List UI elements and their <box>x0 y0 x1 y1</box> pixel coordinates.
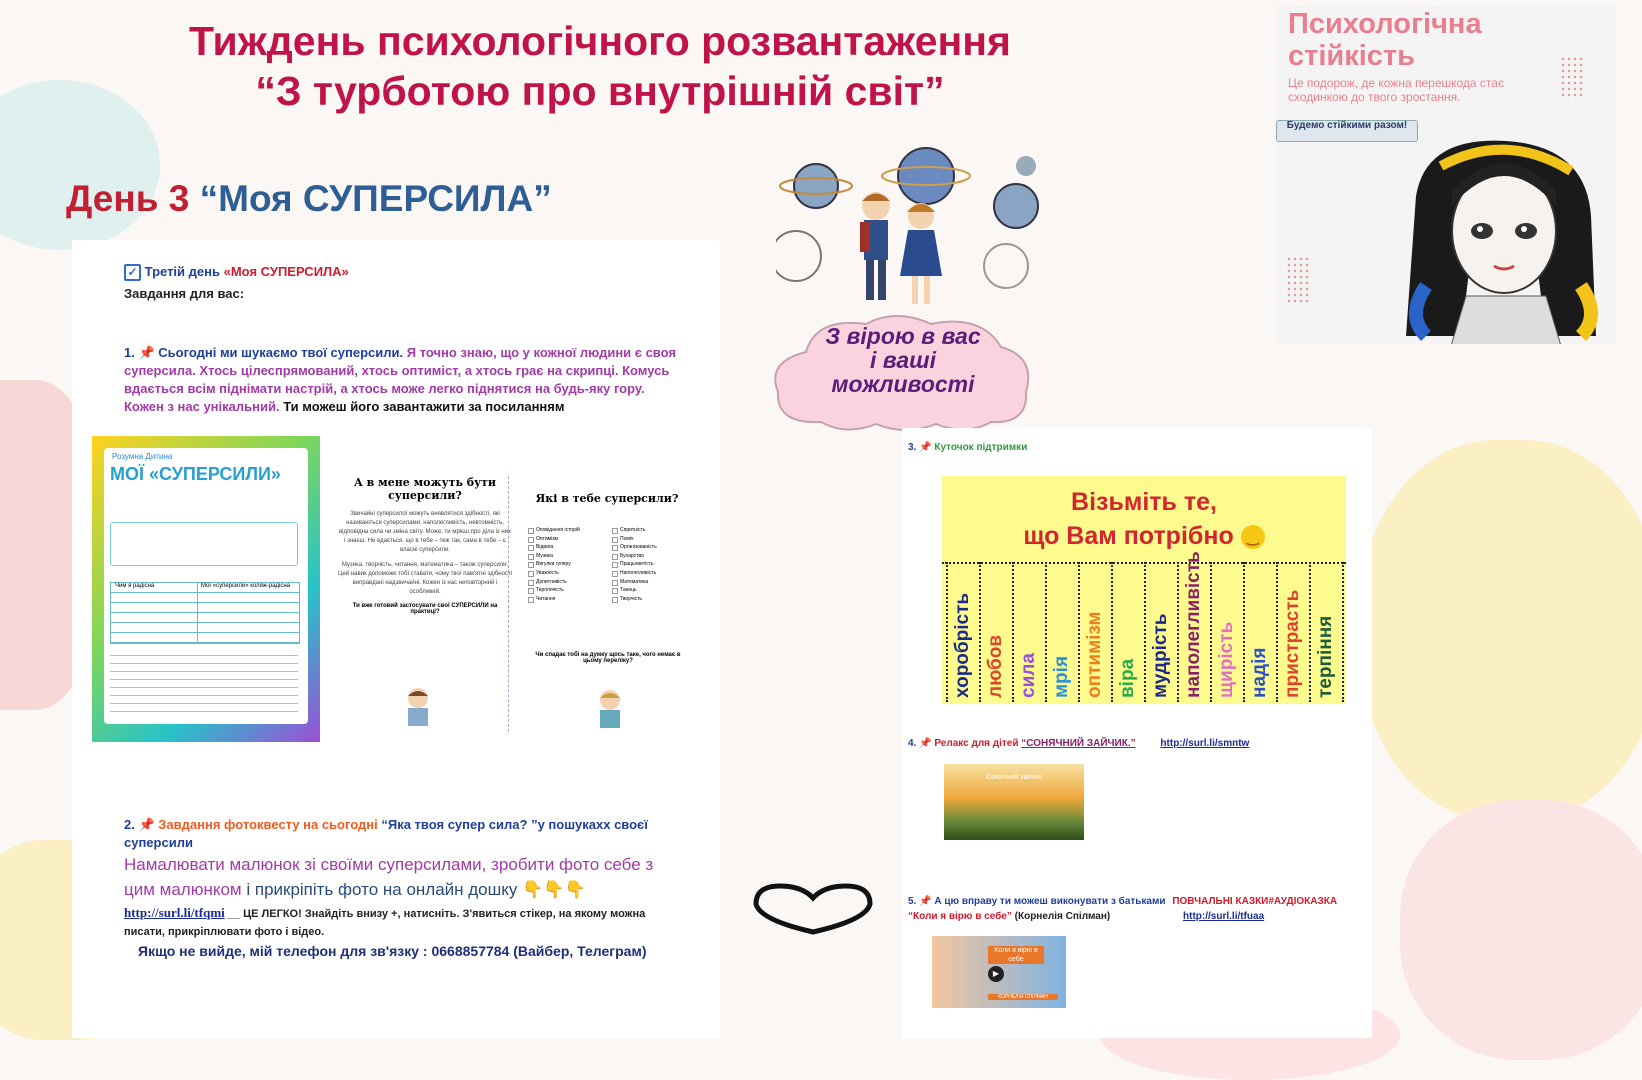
tasks-panel-left <box>72 240 720 1038</box>
support-word[interactable]: мудрість <box>1150 613 1171 698</box>
kids-illustration <box>776 146 1046 316</box>
checklist-item[interactable]: Уважність <box>528 569 580 578</box>
title-line-2: “З турботою про внутрішній світ” <box>255 68 945 114</box>
child-illustration <box>388 686 448 736</box>
task2-instruction: Намалювати малюнок зі своїми суперсилами, зробити фото себе з цим малюнком і прикріпіть фото на онлайн дошку 👇👇👇 <box>124 855 654 899</box>
checkbox-icon[interactable] <box>612 545 618 551</box>
pin-icon: 📌 <box>919 738 932 749</box>
dotted-cut-line <box>1243 562 1245 702</box>
checklist-item[interactable]: Працьовитість <box>612 560 657 569</box>
resilience-poster <box>1276 6 1616 344</box>
dot-pattern <box>1286 256 1312 306</box>
tasks-panel-right <box>902 428 1372 1038</box>
support-word[interactable]: оптимізм <box>1084 611 1105 698</box>
checkbox-icon[interactable] <box>612 537 618 543</box>
worksheet-box <box>110 522 298 566</box>
task2-heading: 2. 📌 Завдання фотоквесту на сьогодні “Яка твоя супер сила? ”у пошукахх своєї суперсили <box>124 817 648 850</box>
task2-link[interactable]: http://surl.li/tfqmi <box>124 905 225 920</box>
checkbox-icon[interactable] <box>528 588 534 594</box>
support-word[interactable]: любов <box>985 634 1006 698</box>
dotted-cut-line <box>1144 562 1146 702</box>
task1-text: 1. 📌 Сьогодні ми шукаємо твої суперсили. Я точно знаю, що у кожної людини є своя суперсила. Хтось цілеспрямований, хтось оптиміст, а хтось грає на скрипці. Комусь вдається всім піднімати настрій, а хтось може легко піднятися на будь-яку гору. Кожен з нас унікальний. Ти можеш його завантажити за посиланням <box>124 345 676 414</box>
checkbox-icon[interactable] <box>528 528 534 534</box>
checkbox-icon[interactable] <box>528 554 534 560</box>
poster-title: Психологічна стійкість <box>1288 8 1482 72</box>
support-word[interactable]: пристрасть <box>1282 589 1303 698</box>
day-heading <box>66 178 552 220</box>
day-label: День 3 <box>66 178 190 219</box>
dotted-cut-line <box>1342 562 1344 702</box>
support-word[interactable]: віра <box>1117 658 1138 698</box>
checkbox-icon[interactable] <box>528 597 534 603</box>
poster-text: Це подорож, де кожна перешкода стає сходинкою до твого зростання. <box>1288 76 1505 104</box>
support-word[interactable]: наполегливість <box>1183 551 1204 698</box>
checklist-item[interactable]: Допитливість <box>528 578 580 587</box>
checklist-item[interactable]: Читання <box>528 595 580 604</box>
pin-icon: 📌 <box>138 345 155 360</box>
checkbox-icon[interactable] <box>612 597 618 603</box>
task4-video-thumbnail[interactable]: Сонячний зайчик <box>944 764 1084 840</box>
dotted-cut-line <box>1045 562 1047 702</box>
child-illustration <box>590 688 630 738</box>
worksheet-page-2: А в мене можуть бути суперсили? Звичайні суперсилої можуть виявлятися здібності, які називаються суперсилами: наполегливість, невтомність, відповідна сила чи зміна світу. Може, ти мрієш про діла із них і знаєш. Не вдається, що в тебе – теж так, сама в тебе – є власні суперсили. Музика, творчість, читання, математика – також суперсили. Цей навик допоможе тобі ставати, чому твої пам'ятні здібності виправдані надзвичайні. Кожен із нас неповторний і особливий. Ти вже готовий застосувати свої СУПЕРСИЛИ на практиці? <box>338 476 512 742</box>
checklist-item[interactable]: Музика <box>528 552 580 561</box>
support-word[interactable]: терпіння <box>1315 615 1336 698</box>
title-line-1: Тиждень психологічного розвантаження <box>189 18 1011 64</box>
checklist-item[interactable]: Бухарство <box>612 552 657 561</box>
pin-icon: 📌 <box>919 896 932 907</box>
dotted-cut-line <box>1276 562 1278 702</box>
task5-link[interactable]: http://surl.li/tfuaa <box>1183 911 1265 922</box>
worksheet-image <box>92 436 696 742</box>
dotted-cut-line <box>1210 562 1212 702</box>
dotted-cut-line <box>1177 562 1179 702</box>
task4-link[interactable]: http://surl.li/smntw <box>1160 738 1250 749</box>
checklist-item[interactable]: Танець <box>612 586 657 595</box>
checkbox-icon: ✓ <box>124 264 141 281</box>
dotted-cut-line <box>946 562 948 702</box>
task2-easy: http://surl.li/tfqmi __ ЦЕ ЛЕГКО! Знайдіть внизу +, натисніть. З'явиться стікер, на якому можна писати, прикріплювати фото і відео. <box>124 905 646 938</box>
support-banner <box>942 476 1346 704</box>
support-word[interactable]: хоробрість <box>952 592 973 698</box>
checklist-item[interactable]: Відвага <box>528 543 580 552</box>
checkbox-icon[interactable] <box>612 580 618 586</box>
checklist-item[interactable]: Терплячість <box>528 586 580 595</box>
worksheet-brand: Розумна Дитина <box>112 452 173 461</box>
checklist-item[interactable]: Творчість <box>612 595 657 604</box>
background-blob <box>1400 800 1642 1060</box>
checklist-left <box>528 526 580 603</box>
checkbox-icon[interactable] <box>612 571 618 577</box>
task-header-prefix: Третій день <box>144 264 220 279</box>
dotted-cut-line <box>1012 562 1014 702</box>
task4-heading: 4. 📌 Релакс для дітей “СОНЯЧНИЙ ЗАЙЧИК.” http://surl.li/smntw <box>908 738 1250 749</box>
pointing-down-icon: 👇👇👇 <box>522 880 586 899</box>
smile-icon: ‿ <box>1241 525 1265 549</box>
checklist-item[interactable]: Оптимізм <box>528 535 580 544</box>
checkbox-icon[interactable] <box>612 554 618 560</box>
worksheet-page-3: Які в тебе суперсили? Оповідання історій Оптимізм Відвага Музика Вигулки гуляру Уважність Допитливість Терплячість Читання Спритність Поміч Організованість Бухарство Працьовитість Наполегливість Математика Танець Творчість Чи спадає тобі на думку щось таке, чого немає в цьому переліку? <box>520 492 694 742</box>
task-header <box>124 264 349 281</box>
checkbox-icon[interactable] <box>528 562 534 568</box>
checklist-item[interactable]: Поміч <box>612 535 657 544</box>
checklist-item[interactable]: Організованість <box>612 543 657 552</box>
poster-button: Будемо стійкими разом! <box>1276 120 1418 142</box>
checkbox-icon[interactable] <box>528 571 534 577</box>
banner-line-1: Візьміть те, <box>1071 488 1217 516</box>
dotted-cut-line <box>1309 562 1311 702</box>
worksheet-title: МОЇ «СУПЕРСИЛИ» <box>110 464 281 484</box>
worksheet-inner <box>104 448 308 724</box>
checklist-right <box>612 526 657 603</box>
dotted-cut-line <box>1111 562 1113 702</box>
play-icon[interactable]: ▶ <box>988 966 1004 982</box>
checkbox-icon[interactable] <box>612 562 618 568</box>
support-word[interactable]: мрія <box>1051 655 1072 698</box>
dot-pattern <box>1560 56 1586 100</box>
task5-video-thumbnail[interactable]: Коли я вірю в себе ▶ КОРНЕЛІЯ СПІЛМАН <box>932 936 1066 1008</box>
dotted-cut-line <box>942 562 1346 564</box>
pin-icon: 📌 <box>138 817 155 832</box>
checklist-item[interactable]: Спритність <box>612 526 657 535</box>
checklist-item[interactable]: Оповідання історій <box>528 526 580 535</box>
task-header-name: «Моя СУПЕРСИЛА» <box>223 264 349 279</box>
worksheet-cover <box>92 436 320 742</box>
support-word[interactable]: сила <box>1018 653 1039 698</box>
task2-phone: Якщо не вийде, мій телефон для зв'язку : 0668857784 (Вайбер, Телеграм) <box>138 943 647 959</box>
checklist-item[interactable]: Математика <box>612 578 657 587</box>
task5-heading: 5. 📌 А цю вправу ти можеш виконувати з батьками ПОВЧАЛЬНІ КАЗКИ#АУДІОКАЗКА “Коли я вірю в себе” (Корнелія Спілман) http://surl.li/tfuaa <box>908 896 1338 922</box>
cloud-text: З вірою в вас і ваші можливості <box>825 323 981 397</box>
page-title <box>120 16 1080 116</box>
checklist-item[interactable]: Вигулки гуляру <box>528 560 580 569</box>
checkbox-icon[interactable] <box>528 537 534 543</box>
planets-kids-svg <box>776 146 1046 316</box>
worksheet-table: Чим я радісна Мої «суперсили» коляж-радісна <box>110 582 300 644</box>
task3-heading: 3. 📌 Куточок підтримки <box>908 442 1028 453</box>
task-header-subtitle: Завдання для вас: <box>124 286 245 301</box>
day-name: “Моя СУПЕРСИЛА” <box>199 178 552 219</box>
checkbox-icon[interactable] <box>528 580 534 586</box>
pin-icon: 📌 <box>919 442 932 453</box>
banner-line-2: що Вам потрібно ‿ <box>942 522 1346 551</box>
checkbox-icon[interactable] <box>612 588 618 594</box>
checkbox-icon[interactable] <box>612 528 618 534</box>
dotted-cut-line <box>1078 562 1080 702</box>
background-blob <box>1360 440 1642 820</box>
support-word[interactable]: надія <box>1249 647 1270 698</box>
checklist-item[interactable]: Наполегливість <box>612 569 657 578</box>
heart-icon <box>750 880 876 936</box>
girl-illustration <box>1386 136 1616 344</box>
support-word[interactable]: щирість <box>1216 621 1237 698</box>
checkbox-icon[interactable] <box>528 545 534 551</box>
dotted-cut-line <box>979 562 981 702</box>
